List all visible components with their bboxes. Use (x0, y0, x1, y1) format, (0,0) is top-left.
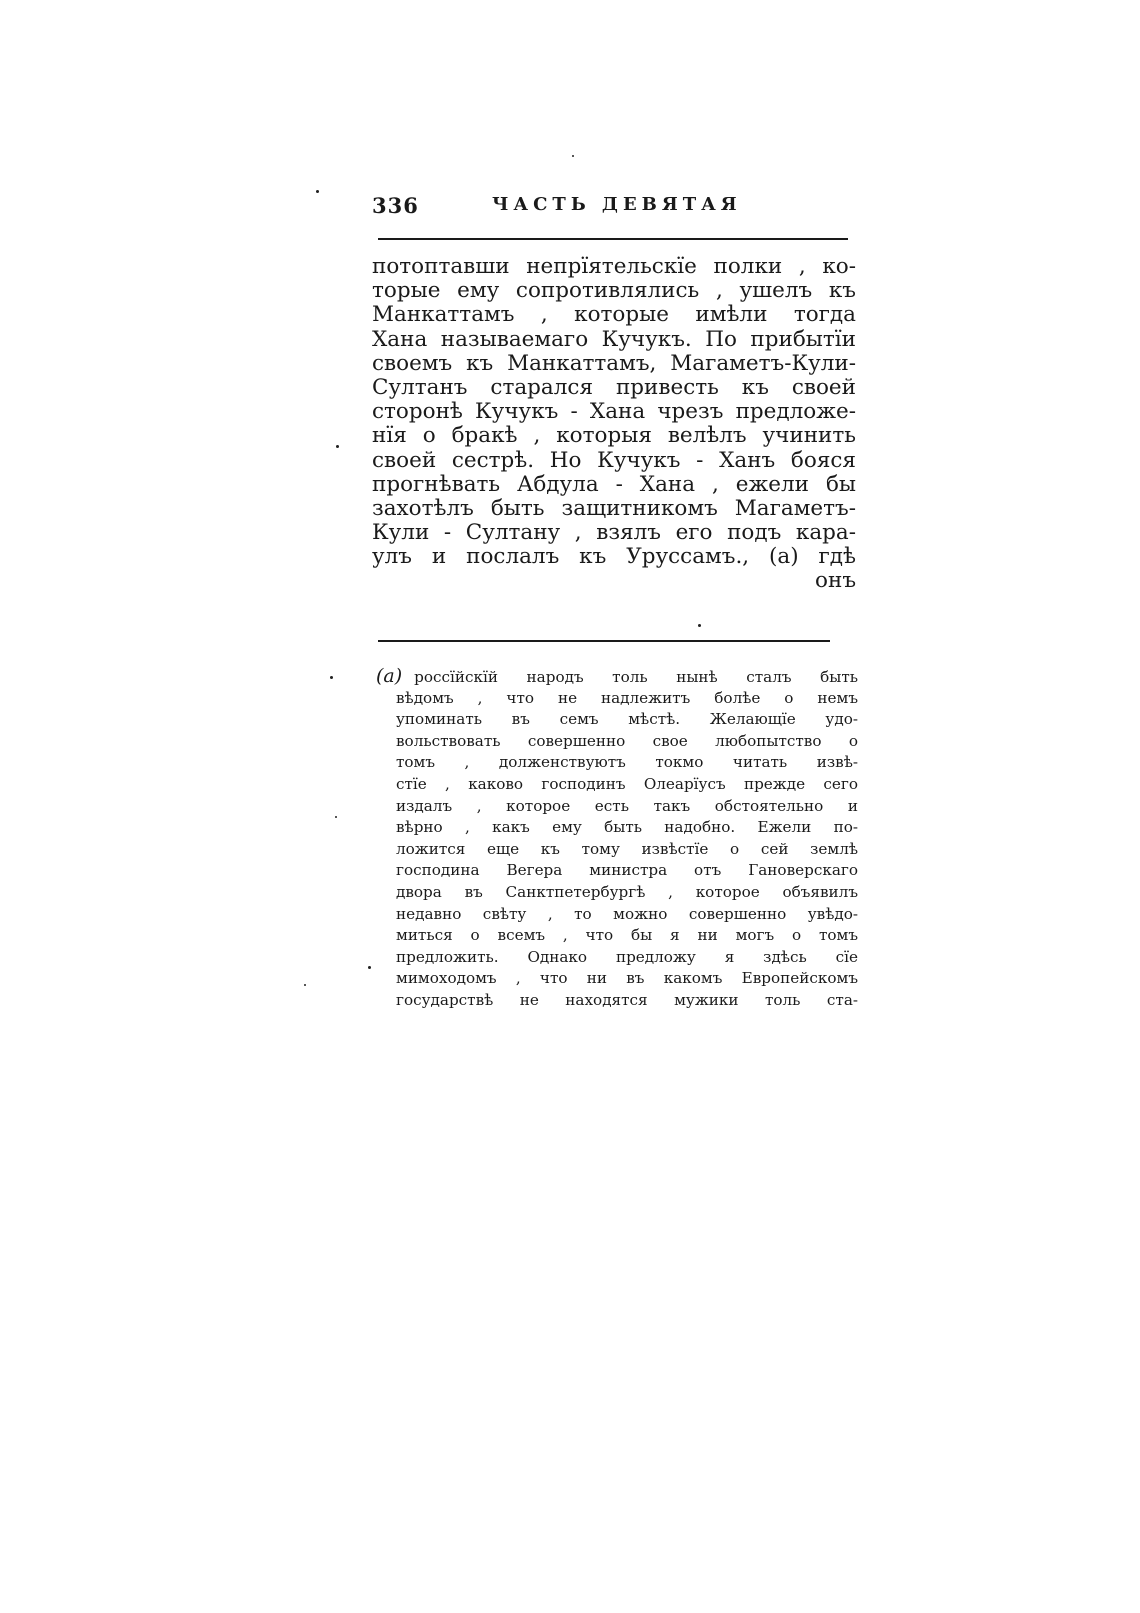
footnote-line: вольствовать совершенно свое любопытство о (396, 731, 858, 750)
catchword: онъ (815, 568, 856, 594)
main-text-line: захотѣлъ быть защитникомъ Магаметъ- (372, 495, 856, 521)
footnote-line: двора въ Санктпетербургѣ , которое объявилъ (396, 882, 858, 901)
footnote-line: вѣрно , какъ ему быть надобно. Ежели по- (396, 818, 858, 837)
running-title: ЧАСТЬ ДЕВЯТАЯ (492, 194, 742, 215)
page-header (372, 193, 852, 219)
footnote-line: томъ , долженствуютъ токмо читать извѣ- (396, 753, 858, 772)
footnote-line: предложить. Однако предложу я здѣсь сїе (396, 947, 858, 966)
scan-speck (336, 445, 339, 448)
footnote-line: государствѣ не находятся мужики толь ста- (396, 990, 858, 1009)
main-text-line: своемъ къ Манкаттамъ, Магаметъ-Кули- (372, 350, 856, 376)
footnote-block (376, 666, 858, 1012)
footnote-line (376, 666, 858, 688)
footnote-line-text: россїйскїй народъ толь нынѣ сталъ быть (414, 668, 858, 686)
scan-speck (368, 966, 371, 969)
main-text-line: Манкаттамъ , которые имѣли тогда (372, 302, 856, 328)
main-text-line: потоптавши непрїятельскїе полки , ко- (372, 254, 856, 279)
footnote-line: мимоходомъ , что ни въ какомъ Европейскомъ (396, 969, 858, 988)
scan-speck (316, 190, 319, 193)
footnote-line: недавно свѣту , то можно совершенно увѣдо- (396, 904, 858, 923)
main-text-line: своей сестрѣ. Но Кучукъ - Ханъ бояся (372, 447, 856, 473)
footnote-line: господина Вегера министра отъ Гановерскаго (396, 861, 858, 880)
scan-speck (304, 984, 306, 986)
footnote-line: миться о всемъ , что бы я ни могъ о томъ (396, 926, 858, 945)
main-text-line: Султанъ старался привесть къ своей (372, 374, 856, 400)
main-text-line: улъ и послалъ къ Уруссамъ., (а) гдѣ (372, 544, 856, 570)
main-text-line: Кули - Султану , взялъ его подъ кара- (372, 520, 856, 546)
scan-speck (335, 816, 337, 818)
header-rule (378, 238, 848, 240)
footnote-rule (378, 640, 830, 642)
main-text-line: сторонѣ Кучукъ - Хана чрезъ предложе- (372, 399, 856, 425)
scan-speck (698, 624, 701, 627)
footnote-line: ложится еще къ тому извѣстїе о сей землѣ (396, 839, 858, 858)
scan-speck (572, 155, 574, 157)
footnote-line: упоминать въ семъ мѣстѣ. Желающїе удо- (396, 710, 858, 729)
footnote-line: вѣдомъ , что не надлежитъ болѣе о немъ (396, 688, 858, 707)
footnote-line: стїе , каково господинъ Олеарїусъ прежде сего (396, 774, 858, 793)
main-text-line: Хана называемаго Кучукъ. По прибытїи (372, 326, 856, 352)
main-text-line: прогнѣвать Абдула - Хана , ежели бы (372, 471, 856, 497)
footnote-marker: (а) (376, 665, 403, 687)
page-number: 336 (372, 193, 419, 218)
scan-speck (330, 676, 333, 679)
footnote-line: издалъ , которое есть такъ обстоятельно и (396, 796, 858, 815)
main-text-line: торые ему сопротивлялись , ушелъ къ (372, 278, 856, 304)
main-text-line: нїя о бракѣ , которыя велѣлъ учинить (372, 423, 856, 449)
main-text-block (372, 255, 856, 594)
